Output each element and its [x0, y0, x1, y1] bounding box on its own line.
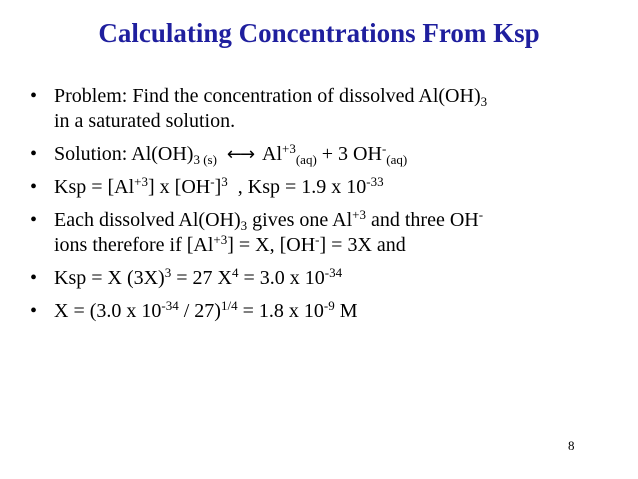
- superscript: +3: [282, 141, 296, 156]
- subscript: (aq): [386, 152, 408, 167]
- bullet-solution: [26, 142, 616, 167]
- ksp-text: Ksp = [Al: [54, 176, 135, 198]
- slide-title: Calculating Concentrations From Ksp: [98, 18, 540, 48]
- bullet-list: [26, 84, 616, 332]
- ksp-text: ] x [OH: [148, 176, 211, 198]
- superscript: -: [210, 174, 215, 189]
- calc-text: = 3.0 x 10: [238, 267, 325, 289]
- subscript: 3: [240, 218, 248, 233]
- superscript: -33: [366, 174, 384, 189]
- superscript: +3: [134, 174, 149, 189]
- subscript: 3: [480, 94, 488, 109]
- result-text: X = (3.0 x 10: [54, 300, 162, 322]
- problem-text: Problem: Find the concentration of dissolved Al(OH): [54, 85, 481, 107]
- superscript: 3: [164, 265, 172, 280]
- ksp-text: ]: [214, 176, 222, 198]
- dissolution-text: Each dissolved Al(OH): [54, 209, 241, 231]
- solution-text: Solution: Al(OH): [54, 143, 194, 165]
- bullet-result: [26, 299, 616, 324]
- result-unit: M: [334, 300, 358, 322]
- result-text: / 27): [178, 300, 221, 322]
- superscript: -: [381, 141, 387, 156]
- dissolution-text: and three OH: [365, 209, 479, 231]
- superscript: -9: [323, 298, 335, 313]
- bullet-dissolution: [26, 208, 616, 258]
- bullet-marker: •: [30, 176, 38, 198]
- page-number: 8: [568, 438, 575, 453]
- superscript: +3: [213, 232, 228, 247]
- superscript: +3: [352, 207, 366, 222]
- dissolution-text-continued: ] = 3X and: [319, 234, 406, 256]
- bullet-marker: •: [30, 209, 38, 231]
- bullet-marker: •: [30, 85, 38, 107]
- solution-ion-oh: + 3 OH: [316, 143, 382, 165]
- bullet-ksp-expression: [26, 175, 616, 200]
- bullet-marker: •: [30, 300, 38, 322]
- superscript: -: [315, 232, 320, 247]
- ksp-value: , Ksp = 1.9 x 10: [227, 176, 367, 198]
- subscript: (aq): [295, 152, 317, 167]
- equilibrium-arrows-icon: ←→: [226, 144, 254, 165]
- superscript: -34: [324, 265, 343, 280]
- dissolution-text-continued: ] = X, [OH: [227, 234, 316, 256]
- calc-text: Ksp = X (3X): [54, 267, 165, 289]
- superscript: 3: [221, 174, 228, 189]
- solution-ion-al: Al: [262, 143, 282, 165]
- superscript: 1/4: [220, 298, 238, 313]
- superscript: -: [478, 207, 484, 222]
- bullet-ksp-calculation: [26, 266, 616, 291]
- bullet-marker: •: [30, 143, 38, 165]
- dissolution-text-continued: ions therefore if [Al: [54, 234, 214, 256]
- dissolution-text: gives one Al: [247, 209, 353, 231]
- bullet-marker: •: [30, 267, 38, 289]
- bullet-problem: [26, 84, 616, 134]
- calc-text: = 27 X: [171, 267, 232, 289]
- superscript: 4: [231, 265, 239, 280]
- subscript: 3 (s): [193, 152, 217, 167]
- problem-text-continued: in a saturated solution.: [54, 110, 236, 132]
- result-text: = 1.8 x 10: [237, 300, 324, 322]
- superscript: -34: [161, 298, 179, 313]
